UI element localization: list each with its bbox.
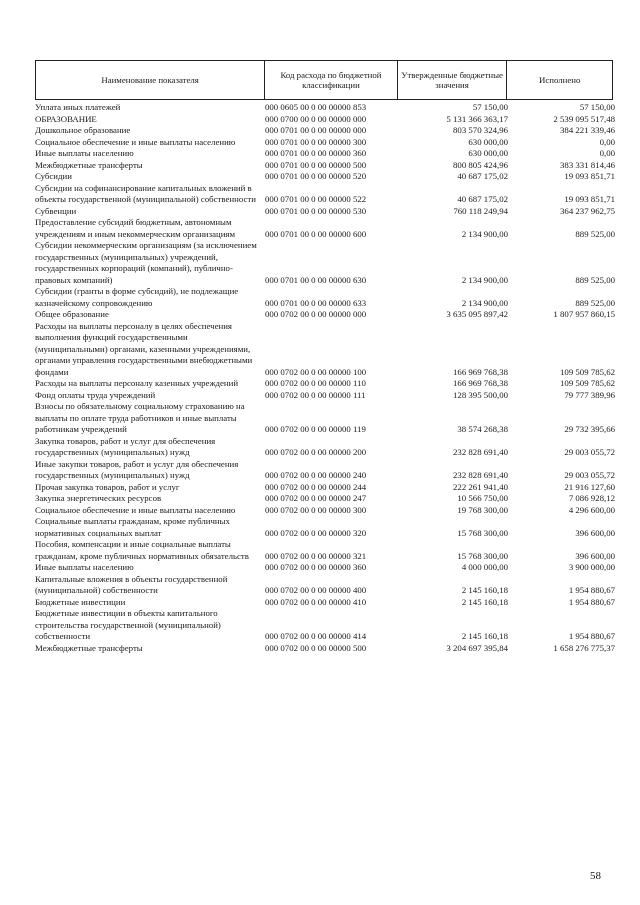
cell-name: Социальное обеспечение и иные выплаты населению [35,136,236,147]
cell-executed: 7 086 928,12 [568,493,615,503]
cell-code: 000 0701 00 0 00 00000 300 [265,136,367,147]
cell-executed: 0,00 [599,136,615,147]
table-row [35,608,615,643]
cell-executed: 21 916 127,60 [564,481,615,492]
cell-name: ОБРАЗОВАНИЕ [35,113,97,124]
cell-approved: 40 687 175,02 [457,171,508,181]
cell-name: Иные закупки товаров, работ и услуг для обеспечения государственных (муниципальных) нужд [35,458,239,480]
cell-executed: 1 807 957 860,15 [553,309,615,319]
cell-code: 000 0702 00 0 00 00000 360 [265,562,367,572]
table-header [35,60,613,100]
header-name: Наименование показателя [36,61,265,99]
table-row [35,505,615,517]
cell-approved: 57 150,00 [472,102,508,112]
cell-approved: 2 134 900,00 [461,297,508,308]
table-row [35,217,615,240]
cell-executed: 0,00 [599,148,615,158]
table-row [35,390,615,402]
cell-name: Расходы на выплаты персоналу в целях обеспечения выполнения функций государственными (муниципальными) органами, казенными учреждениями, органами управления государственными внебюджетными фондами [35,320,253,377]
cell-executed: 889 525,00 [575,228,615,239]
cell-code: 000 0701 00 0 00 00000 530 [265,205,367,216]
cell-approved: 2 134 900,00 [461,274,508,285]
cell-name: Иные выплаты населению [35,148,134,158]
cell-executed: 3 900 000,00 [568,562,615,572]
cell-name: Социальные выплаты гражданам, кроме публичных нормативных социальных выплат [35,516,230,538]
cell-approved: 2 145 160,18 [461,585,508,595]
cell-name: Бюджетные инвестиции [35,596,126,607]
cell-executed: 396 600,00 [575,550,615,561]
cell-approved: 19 768 300,00 [457,504,508,515]
cell-executed: 1 954 880,67 [568,585,615,595]
cell-approved: 5 131 366 363,17 [446,113,508,124]
cell-code: 000 0701 00 0 00 00000 360 [265,148,367,158]
cell-name: Фонд оплаты труда учреждений [35,389,156,400]
table-row [35,482,615,494]
cell-executed: 383 331 814,46 [560,159,615,170]
table-row [35,286,615,309]
table-row [35,459,615,482]
cell-approved: 40 687 175,02 [457,194,508,204]
cell-code: 000 0702 00 0 00 00000 111 [265,389,366,400]
cell-executed: 889 525,00 [575,297,615,308]
table-row [35,206,615,218]
cell-code: 000 0701 00 0 00 00000 633 [265,297,367,308]
table-row [35,436,615,459]
cell-approved: 3 635 095 897,42 [446,309,508,319]
cell-code: 000 0702 00 0 00 00000 000 [265,309,367,319]
cell-code: 000 0702 00 0 00 00000 500 [265,642,367,653]
cell-code: 000 0701 00 0 00 00000 522 [265,194,367,204]
cell-code: 000 0702 00 0 00 00000 240 [265,470,367,480]
cell-name: Предоставление субсидий бюджетным, автономным учреждениям и иным некоммерческим организациям [35,217,236,239]
cell-name: Субсидии некоммерческим организациям (за исключением государственных (муниципальных) учреждений, государственных корпораций (компаний), публично-правовых компаний) [35,240,257,285]
table-row [35,114,615,126]
table-row [35,493,615,505]
cell-code: 000 0702 00 0 00 00000 200 [265,447,367,457]
cell-approved: 2 134 900,00 [461,228,508,239]
cell-name: Социальное обеспечение и иные выплаты населению [35,504,236,515]
table-row [35,562,615,574]
cell-name: Межбюджетные трансферты [35,159,143,170]
cell-name: Дошкольное образование [35,125,131,135]
cell-code: 000 0605 00 0 00 00000 853 [265,102,367,112]
cell-name: Субсидии [35,171,72,181]
cell-name: Закупка товаров, работ и услуг для обеспечения государственных (муниципальных) нужд [35,435,216,457]
cell-name: Субсидии (гранты в форме субсидий), не подлежащие казначейскому сопровождению [35,286,239,308]
cell-approved: 630 000,00 [468,148,508,158]
cell-approved: 128 395 500,00 [453,389,508,400]
cell-name: Иные выплаты населению [35,562,134,572]
cell-code: 000 0702 00 0 00 00000 119 [265,424,366,434]
cell-approved: 4 000 000,00 [461,562,508,572]
cell-approved: 222 261 941,40 [453,481,508,492]
cell-executed: 889 525,00 [575,274,615,285]
cell-approved: 166 969 768,38 [453,366,508,377]
cell-name: Межбюджетные трансферты [35,642,143,653]
cell-code: 000 0702 00 0 00 00000 414 [265,631,367,641]
cell-code: 000 0701 00 0 00 00000 000 [265,125,367,135]
cell-name: Бюджетные инвестиции в объекты капитального строительства государственной (муниципальной) собственности [35,608,221,641]
cell-code: 000 0700 00 0 00 00000 000 [265,113,367,124]
cell-name: Субсидии на софинансирование капитальных вложений в объекты государственной (муниципальной) собственности [35,182,256,204]
cell-executed: 384 221 339,46 [560,125,615,135]
cell-executed: 29 003 055,72 [564,470,615,480]
cell-executed: 109 509 785,62 [560,366,615,377]
cell-name: Субвенции [35,205,77,216]
cell-name: Пособия, компенсации и иные социальные выплаты гражданам, кроме публичных нормативных обязательств [35,539,249,561]
cell-name: Взносы по обязательному социальному страхованию на выплаты по оплате труда работников и иные выплаты работникам учреждений [35,401,245,434]
cell-approved: 800 805 424,96 [453,159,508,170]
cell-code: 000 0701 00 0 00 00000 630 [265,274,367,285]
cell-name: Закупка энергетических ресурсов [35,493,162,503]
cell-code: 000 0702 00 0 00 00000 110 [265,378,366,388]
cell-code: 000 0702 00 0 00 00000 320 [265,527,367,538]
cell-approved: 38 574 268,38 [457,424,508,434]
cell-executed: 29 732 395,66 [564,424,615,434]
cell-executed: 1 954 880,67 [568,596,615,607]
cell-approved: 232 828 691,40 [453,470,508,480]
cell-code: 000 0701 00 0 00 00000 500 [265,159,367,170]
cell-executed: 79 777 389,96 [564,389,615,400]
page-number: 58 [590,870,601,882]
table-row [35,539,615,562]
header-code: Код расхода по бюджетной классификации [265,61,398,99]
cell-name: Капитальные вложения в объекты государственной (муниципальной) собственности [35,573,228,595]
cell-approved: 166 969 768,38 [453,378,508,388]
cell-name: Расходы на выплаты персоналу казенных учреждений [35,378,239,388]
table-row [35,137,615,149]
cell-executed: 29 003 055,72 [564,447,615,457]
cell-executed: 396 600,00 [575,527,615,538]
table-row [35,643,615,655]
table-row [35,183,615,206]
cell-name: Общее образование [35,309,109,319]
cell-name: Прочая закупка товаров, работ и услуг [35,481,180,492]
cell-code: 000 0702 00 0 00 00000 244 [265,481,367,492]
table-row [35,171,615,183]
cell-name: Уплата иных платежей [35,102,121,112]
cell-approved: 760 118 249,94 [453,205,508,216]
table-row [35,148,615,160]
cell-executed: 57 150,00 [579,102,615,112]
table-row [35,102,615,114]
cell-code: 000 0701 00 0 00 00000 600 [265,228,367,239]
cell-executed: 1 954 880,67 [568,631,615,641]
cell-approved: 2 145 160,18 [461,596,508,607]
table-body [35,102,615,654]
table-row [35,401,615,436]
table-row [35,240,615,286]
table-row [35,125,615,137]
cell-executed: 1 658 276 775,37 [553,642,615,653]
cell-code: 000 0702 00 0 00 00000 100 [265,366,367,377]
cell-code: 000 0702 00 0 00 00000 321 [265,550,367,561]
cell-approved: 232 828 691,40 [453,447,508,457]
cell-approved: 803 570 324,96 [453,125,508,135]
cell-approved: 15 768 300,00 [457,527,508,538]
cell-approved: 630 000,00 [468,136,508,147]
table-row [35,309,615,321]
cell-executed: 364 237 962,75 [560,205,615,216]
table-row [35,516,615,539]
cell-approved: 15 768 300,00 [457,550,508,561]
table-row [35,321,615,379]
cell-executed: 19 093 851,71 [564,171,615,181]
cell-code: 000 0702 00 0 00 00000 300 [265,504,367,515]
cell-executed: 2 539 095 517,48 [553,113,615,124]
table-row [35,597,615,609]
cell-approved: 3 204 697 395,84 [446,642,508,653]
cell-executed: 109 509 785,62 [560,378,615,388]
cell-executed: 4 296 600,00 [568,504,615,515]
header-executed: Исполнено [539,75,581,85]
cell-code: 000 0702 00 0 00 00000 410 [265,596,367,607]
cell-code: 000 0701 00 0 00 00000 520 [265,171,367,181]
table-row [35,378,615,390]
table-row [35,160,615,172]
table-row [35,574,615,597]
cell-code: 000 0702 00 0 00 00000 247 [265,493,367,503]
header-approved: Утвержденные бюджетные значения [398,61,508,99]
cell-approved: 2 145 160,18 [461,631,508,641]
cell-approved: 10 566 750,00 [457,493,508,503]
cell-code: 000 0702 00 0 00 00000 400 [265,585,367,595]
cell-executed: 19 093 851,71 [564,194,615,204]
